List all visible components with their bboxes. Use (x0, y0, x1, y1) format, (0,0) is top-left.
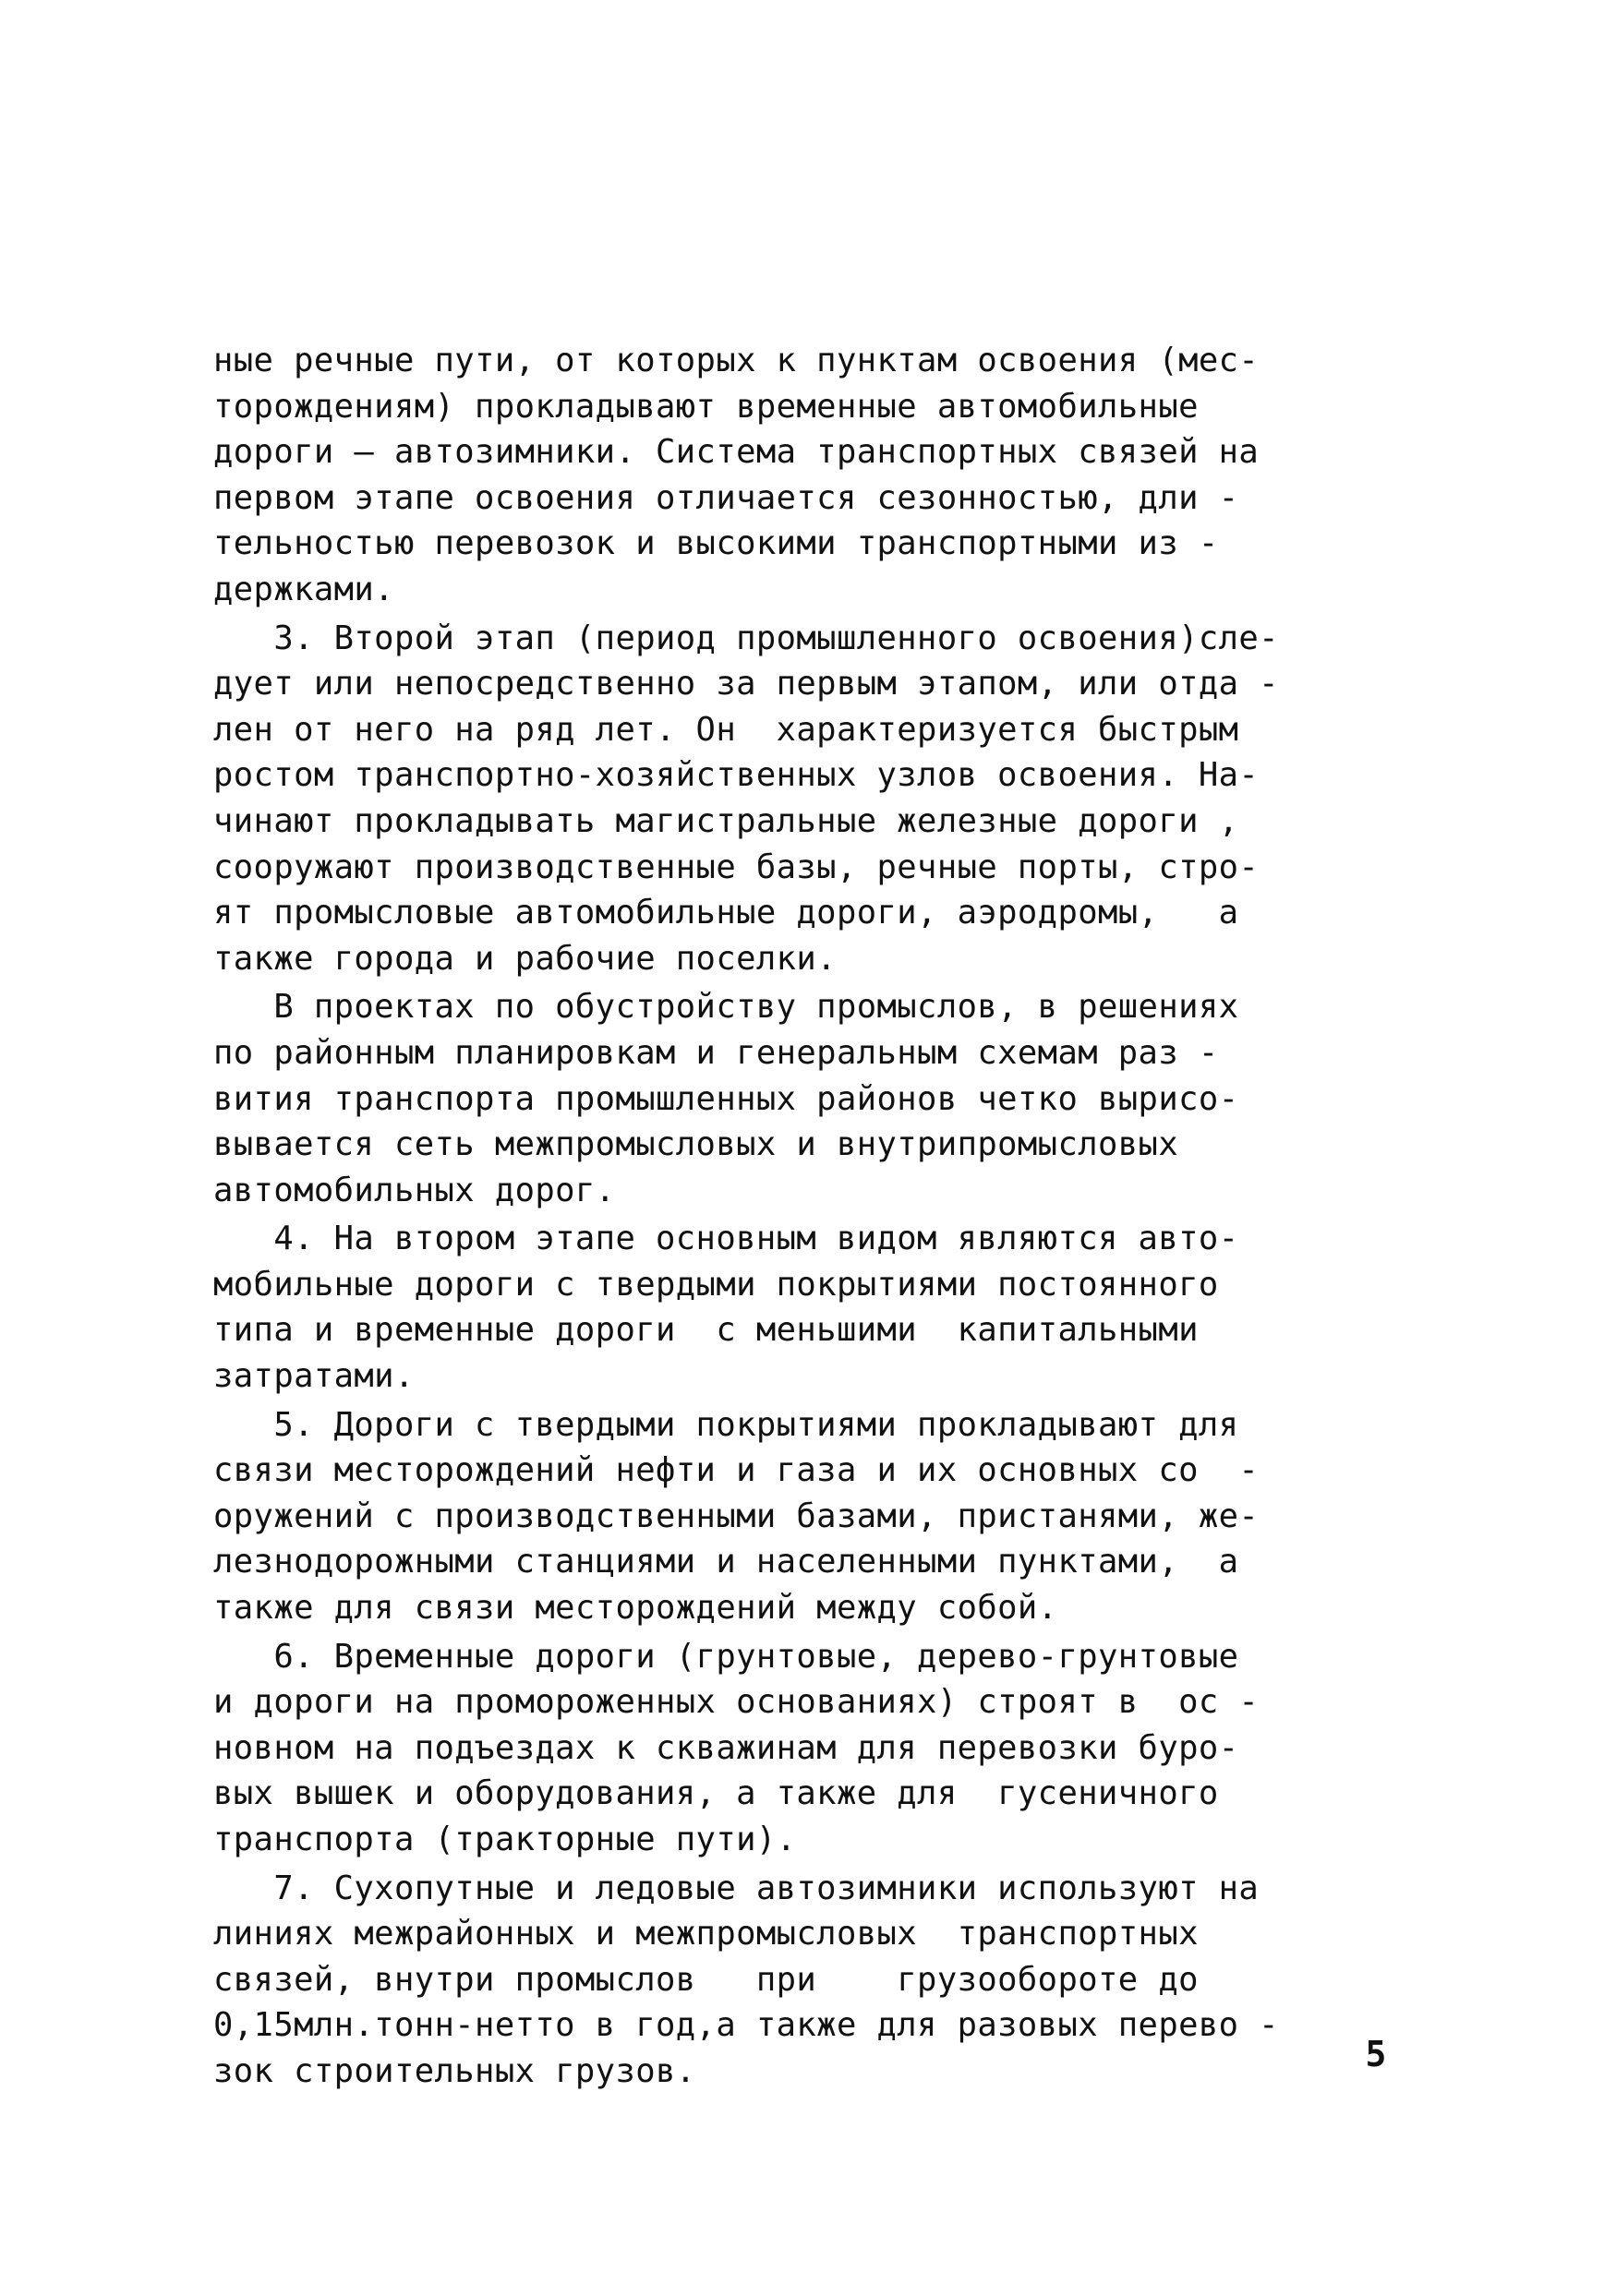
text-line: новном на подъездах к скважинам для перевозки буро- (213, 1728, 1239, 1767)
text-line: связи месторождений нефти и газа и их основных со - (213, 1451, 1260, 1490)
text-line: затратами. (213, 1357, 415, 1396)
text-line: мобильные дороги с твердыми покрытиями постоянного (213, 1265, 1219, 1304)
text-line: 0,15млн.тонн-нетто в год,а также для разовых перево - (213, 2006, 1279, 2045)
text-line: ростом транспортно-хозяйственных узлов освоения. На- (213, 756, 1260, 795)
text-line: сооружают производственные базы, речные порты, стро- (213, 847, 1260, 886)
text-line: дует или непосредственно за первым этапом, или отда - (213, 665, 1279, 703)
text-line: транспорта (тракторные пути). (213, 1821, 797, 1858)
text-line: зок строительных грузов. (213, 2051, 696, 2090)
text-line: и дороги на промороженных основаниях) строят в ос - (213, 1683, 1260, 1722)
text-line: В проектах по обустройству промыслов, в решениях (213, 988, 1239, 1027)
text-line: 3. Второй этап (период промышленного освоения)сле- (213, 619, 1279, 657)
text-line: тельностью перевозок и высокими транспортными из - (213, 524, 1219, 563)
text-line: ные речные пути, от которых к пунктам освоения (мес- (213, 342, 1260, 379)
text-line: типа и временные дороги с меньшими капитальными (213, 1311, 1199, 1350)
text-line: 7. Сухопутные и ледовые автозимники используют на (213, 1869, 1260, 1907)
text-line: связей, внутри промыслов при грузообороте до (213, 1960, 1199, 1999)
text-line: вых вышек и оборудования, а также для гусеничного (213, 1774, 1219, 1813)
text-line: 4. На втором этапе основным видом являются авто- (213, 1220, 1239, 1258)
text-line: также для связи месторождений между собой. (213, 1589, 1058, 1628)
text-line: 5. Дороги с твердыми покрытиями прокладывают для (213, 1405, 1239, 1444)
page-number: 5 (1365, 2034, 1387, 2074)
text-line: линиях межрайонных и межпромысловых транспортных (213, 1915, 1199, 1953)
text-line: лен от него на ряд лет. Он характеризуется быстрым (213, 710, 1239, 749)
text-line: оружений с производственными базами, пристанями, же- (213, 1497, 1260, 1535)
text-line: лезнодорожными станциями и населенными пунктами, а (213, 1543, 1239, 1581)
text-line: автомобильных дорог. (213, 1171, 616, 1209)
text-line: по районным планировкам и генеральным схемам раз - (213, 1033, 1219, 1072)
text-line: также города и рабочие поселки. (213, 939, 837, 978)
text-line: вития транспорта промышленных районов четко вырисо- (213, 1079, 1239, 1118)
text-line: держками. (213, 570, 394, 608)
text-line: первом этапе освоения отличается сезонностью, дли - (213, 478, 1239, 517)
text-line: вывается сеть межпромысловых и внутрипромысловых (213, 1125, 1179, 1164)
text-line: 6. Временные дороги (грунтовые, дерево-грунтовые (213, 1637, 1239, 1676)
text-line: чинают прокладывать магистральные железные дороги , (213, 801, 1239, 840)
text-line: торождениям) прокладывают временные автомобильные (213, 387, 1199, 426)
body-text (213, 338, 1395, 2095)
text-line: ят промысловые автомобильные дороги, аэродромы, а (213, 894, 1239, 932)
text-line: дороги – автозимники. Система транспортных связей на (213, 433, 1260, 472)
